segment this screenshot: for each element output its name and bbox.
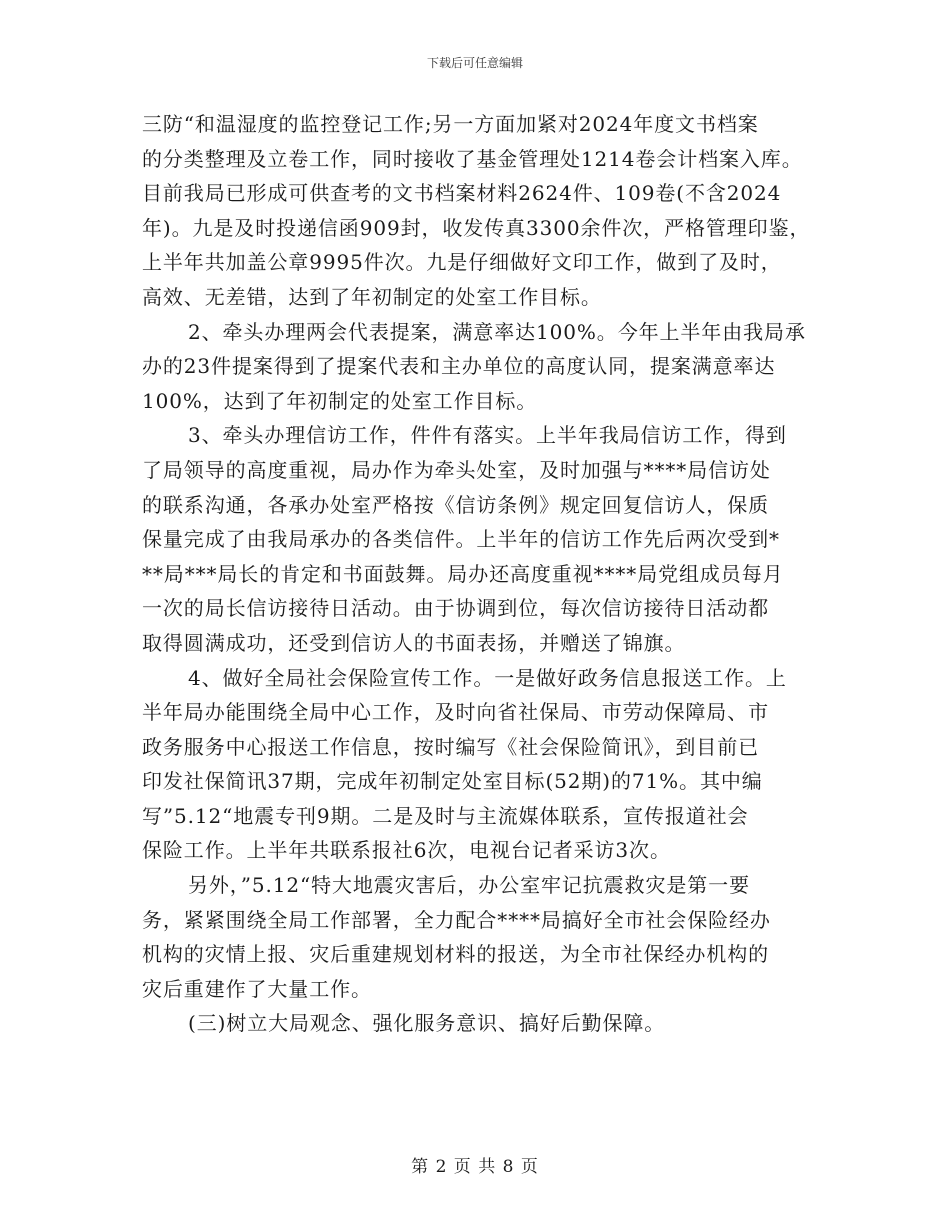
paragraph-start-line: 4、做好全局社会保险宣传工作。一是做好政务信息报送工作。上 <box>188 665 787 690</box>
text-line: 的分类整理及立卷工作，同时接收了基金管理处1214卷会计档案入库。 <box>142 146 803 171</box>
text-line: 年)。九是及时投递信函909封，收发传真3300余件次，严格管理印鉴， <box>142 215 811 240</box>
text-line: 一次的局长信访接待日活动。由于协调到位，每次信访接待日活动都 <box>142 596 769 621</box>
section-heading-line: (三)树立大局观念、强化服务意识、搞好后勤保障。 <box>188 1011 666 1036</box>
text-line: 灾后重建作了大量工作。 <box>142 976 372 1001</box>
text-line: 办的23件提案得到了提案代表和主办单位的高度认同，提案满意率达 <box>142 354 776 379</box>
text-line: 高效、无差错，达到了年初制定的处室工作目标。 <box>142 284 602 309</box>
page-number-footer: 第 2 页 共 8 页 <box>411 1157 539 1177</box>
text-line: 100%，达到了年初制定的处室工作目标。 <box>142 388 538 413</box>
page-header: 下载后可任意编辑 <box>426 56 523 70</box>
text-line: 三防“和温湿度的监控登记工作;另一方面加紧对2024年度文书档案 <box>142 112 759 136</box>
text-line: 务，紧紧围绕全局工作部署，全力配合****局搞好全市社会保险经办 <box>142 907 771 932</box>
text-line: 了局领导的高度重视，局办作为牵头处室，及时加强与****局信访处 <box>142 457 771 482</box>
text-line: 政务服务中心报送工作信息，按时编写《社会保险简讯》，到目前已 <box>142 734 759 759</box>
text-line: 保量完成了由我局承办的各类信件。上半年的信访工作先后两次受到* <box>142 527 780 552</box>
document-body <box>142 107 812 1041</box>
text-line: 取得圆满成功，还受到信访人的书面表扬，并赠送了锦旗。 <box>142 630 686 655</box>
text-line: 目前我局已形成可供查考的文书档案材料2624件、109卷(不含2024 <box>142 181 782 206</box>
text-line: 上半年共加盖公章9995件次。九是仔细做好文印工作，做到了及时， <box>142 250 782 275</box>
paragraph-start-line: 2、牵头办理两会代表提案，满意率达100%。今年上半年由我局承 <box>188 319 806 344</box>
text-line: 写”5.12“地震专刊9期。二是及时与主流媒体联系，宣传报道社会 <box>142 803 749 828</box>
paragraph-start-line: 另外，”5.12“特大地震灾害后，办公室牢记抗震救灾是第一要 <box>188 873 750 898</box>
text-line: 机构的灾情上报、灾后重建规划材料的报送，为全市社保经办机构的 <box>142 942 769 967</box>
text-line: 半年局办能围绕全局中心工作，及时向省社保局、市劳动保障局、市 <box>142 700 769 725</box>
text-line: 的联系沟通，各承办处室严格按《信访条例》规定回复信访人，保质 <box>142 492 769 517</box>
paragraph-start-line: 3、牵头办理信访工作，件件有落实。上半年我局信访工作，得到 <box>188 423 787 448</box>
text-line: 保险工作。上半年共联系报社6次，电视台记者采访3次。 <box>142 838 671 863</box>
text-line: **局***局长的肯定和书面鼓舞。局办还高度重视****局党组成员每月 <box>142 561 784 586</box>
text-line: 印发社保简讯37期，完成年初制定处室目标(52期)的71%。其中编 <box>142 769 763 794</box>
